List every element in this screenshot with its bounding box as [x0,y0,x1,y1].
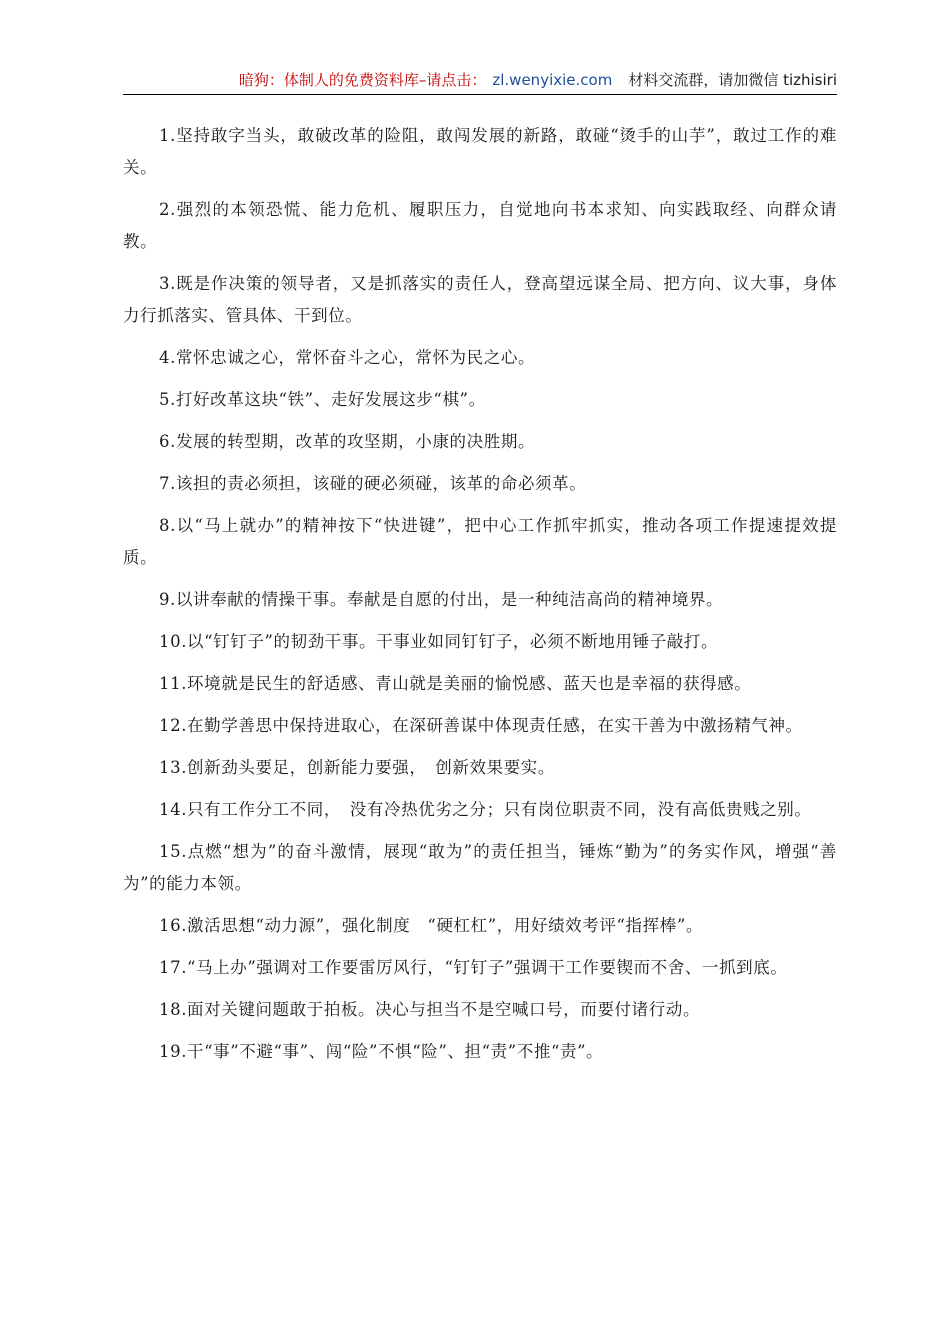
list-item: 13.创新劲头要足，创新能力要强， 创新效果要实。 [159,758,555,777]
list-item: 5.打好改革这块“铁”、走好发展这步“棋”。 [159,390,486,409]
list-item: 4.常怀忠诚之心，常怀奋斗之心，常怀为民之心。 [159,348,536,367]
list-item: 12.在勤学善思中保持进取心，在深研善谋中体现责任感，在实干善为中激扬精气神。 [159,716,803,735]
document-body [123,120,837,1078]
list-item: 16.激活思想“动力源”，强化制度 “硬杠杠”，用好绩效考评“指挥棒”。 [159,916,703,935]
header-link[interactable]: zl.wenyixie.com [492,71,613,89]
list-item: 14.只有工作分工不同， 没有冷热优劣之分；只有岗位职责不同，没有高低贵贱之别。 [159,800,812,819]
list-item: 18.面对关键问题敢于拍板。决心与担当不是空喊口号，而要付诸行动。 [159,1000,701,1019]
list-item: 3.既是作决策的领导者，又是抓落实的责任人，登高望远谋全局、把方向、议大事，身体力行抓落实、管具体、干到位。 [123,274,837,325]
list-item: 1.坚持敢字当头，敢破改革的险阻，敢闯发展的新路，敢碰“烫手的山芋”，敢过工作的难关。 [123,126,837,177]
list-item: 2.强烈的本领恐慌、能力危机、履职压力，自觉地向书本求知、向实践取经、向群众请教。 [123,200,837,251]
header-prompt: –请点击： [418,71,487,89]
list-item: 11.环境就是民生的舒适感、青山就是美丽的愉悦感、蓝天也是幸福的获得感。 [159,674,752,693]
list-item: 7.该担的责必须担，该碰的硬必须碰，该革的命必须革。 [159,474,587,493]
header-group-note: 材料交流群，请加微信 tizhisiri [628,71,837,89]
list-item: 9.以讲奉献的情操干事。奉献是自愿的付出，是一种纯洁高尚的精神境界。 [159,590,724,609]
page-header [123,70,837,95]
list-item: 19.干“事”不避“事”、闯“险”不惧“险”、担“责”不推“责”。 [159,1042,604,1061]
header-brand: 暗狗：体制人的免费资料库 [238,71,419,89]
list-item: 15.点燃“想为”的奋斗激情，展现“敢为”的责任担当，锤炼“勤为”的务实作风，增强“善为”的能力本领。 [123,842,837,893]
list-item: 8.以“马上就办”的精神按下“快进键”，把中心工作抓牢抓实，推动各项工作提速提效提质。 [123,516,837,567]
list-item: 17.“马上办”强调对工作要雷厉风行，“钉钉子”强调干工作要锲而不舍、一抓到底。 [159,958,788,977]
list-item: 10.以“钉钉子”的韧劲干事。干事业如同钉钉子，必须不断地用锤子敲打。 [159,632,719,651]
list-item: 6.发展的转型期，改革的攻坚期，小康的决胜期。 [159,432,536,451]
